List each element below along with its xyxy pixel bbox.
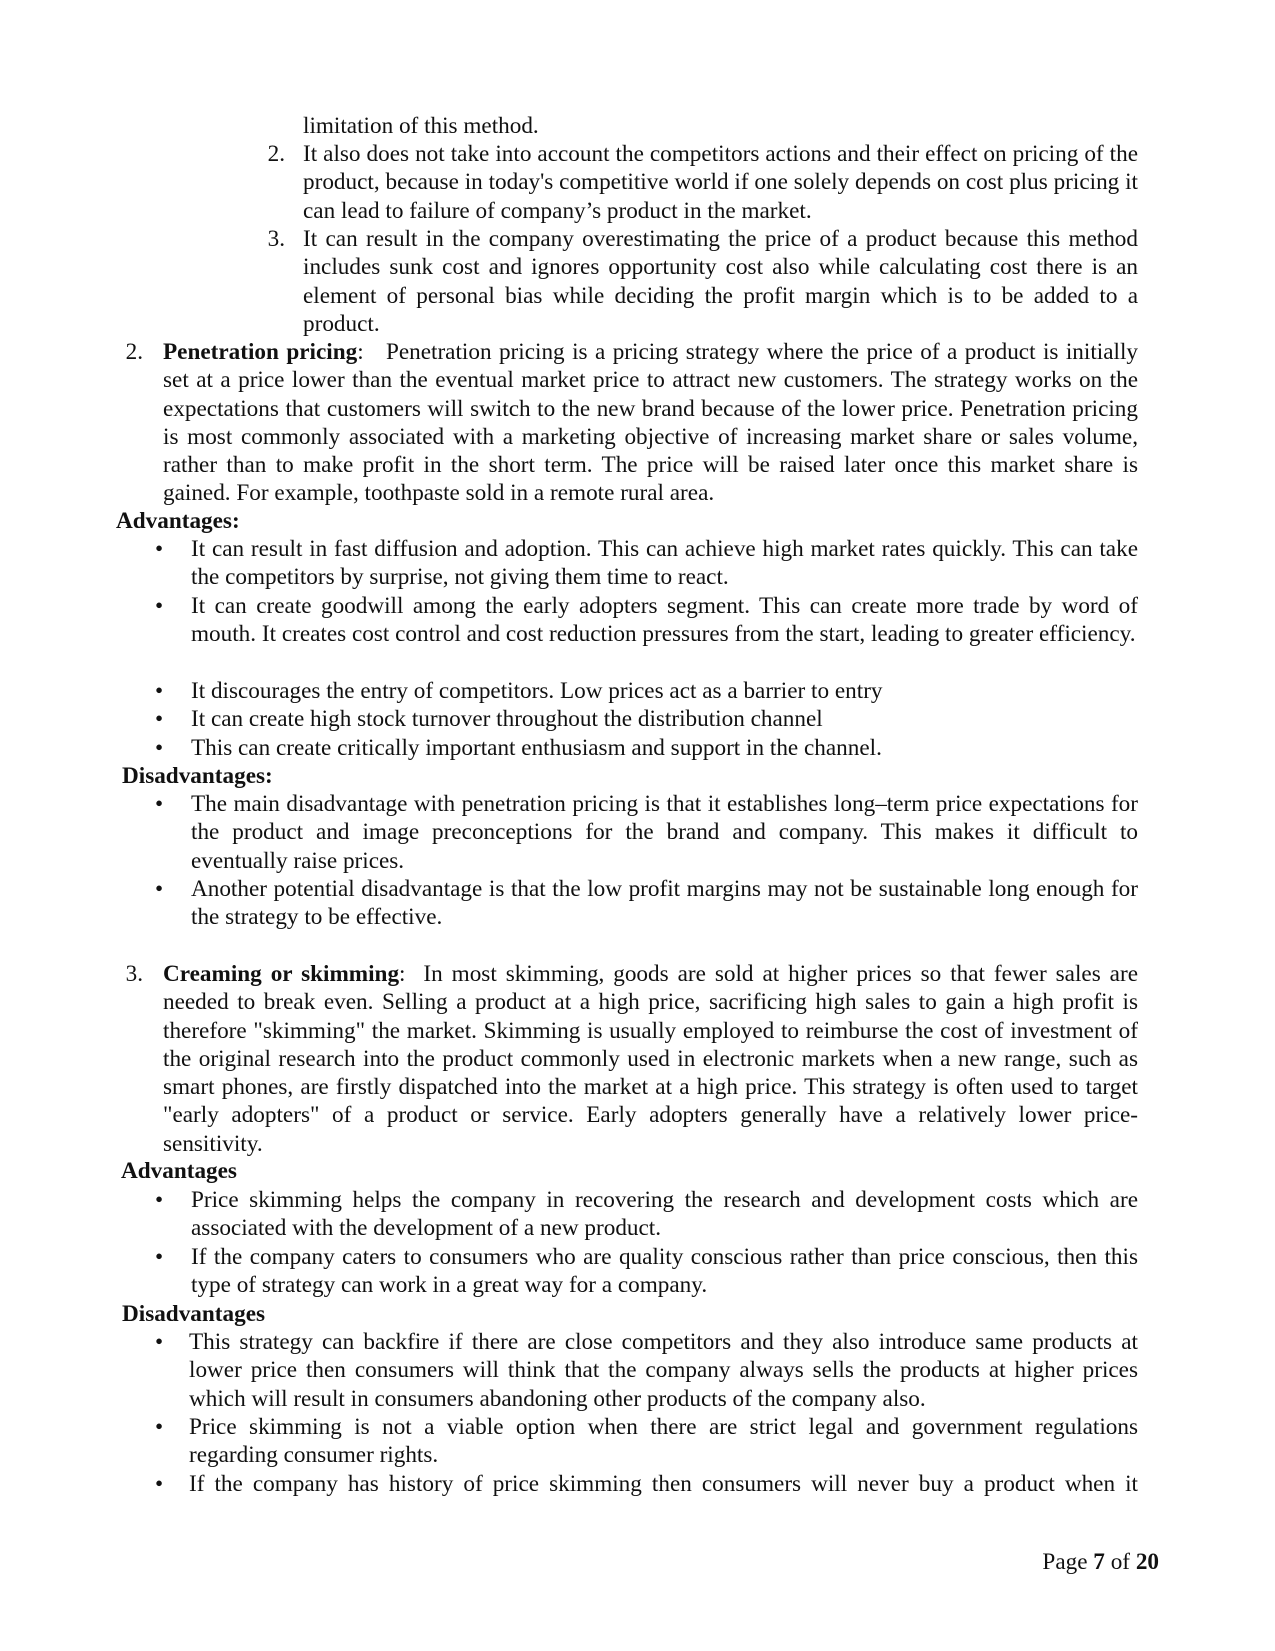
advantage-item: It can result in fast diffusion and adoption. This can achieve high market rates quickly. This can take the competitors by surprise, not giving them time to react. (191, 536, 1138, 591)
page-label: Page (1042, 1549, 1088, 1575)
sub-list-text: It also does not take into account the competitors actions and their effect on pricing of the product, because in today's competitive world if one solely depends on cost plus pricing it can lead to failure of company’s product in the market. (303, 141, 1138, 224)
advantage-item: If the company caters to consumers who are quality conscious rather than price conscious, then this type of strategy can work in a great way for a company. (191, 1244, 1138, 1299)
sub-list-number: 3. (267, 226, 285, 252)
sub-list-continuation: limitation of this method. (303, 113, 539, 139)
disadvantages-heading: Disadvantages: (122, 763, 273, 789)
sub-list-text: It can result in the company overestimating the price of a product because this method includes sunk cost and ignores opportunity cost also while calculating cost there is an element of personal bias while deciding the profit margin which is to be added to a product. (303, 226, 1138, 337)
list-number: 2. (125, 339, 143, 365)
advantages-heading: Advantages (121, 1158, 237, 1184)
advantage-item: This can create critically important enthusiasm and support in the channel. (191, 735, 882, 761)
term-penetration-pricing: Penetration pricing (163, 339, 358, 365)
skimming-paragraph (163, 960, 1138, 1158)
advantage-item: It can create goodwill among the early adopters segment. This can create more trade by word of mouth. It creates cost control and cost reduction pressures from the start, leading to greater efficiency. (191, 593, 1138, 648)
penetration-description: Penetration pricing is a pricing strategy where the price of a product is initially set at a price lower than the eventual market price to attract new customers. The strategy works on the expectations that customers will switch to the new brand because of the lower price. Penetration pricing is most commonly associated with a marketing objective of increasing market share or sales volume, rather than to make profit in the short term. The price will be raised later once this market share is gained. For example, toothpaste sold in a remote rural area. (163, 339, 1138, 507)
page-number-footer (1042, 1548, 1159, 1576)
bullet-icon: • (154, 1329, 164, 1355)
disadvantage-item: If the company has history of price skimming then consumers will never buy a product when it (189, 1471, 1138, 1497)
bullet-icon: • (154, 1414, 164, 1440)
disadvantage-item: The main disadvantage with penetration pricing is that it establishes long–term price expectations for the product and image preconceptions for the brand and company. This makes it difficult to eventually raise prices. (191, 791, 1138, 874)
disadvantages-heading: Disadvantages (122, 1301, 266, 1327)
disadvantage-item: This strategy can backfire if there are close competitors and they also introduce same products at lower price then consumers will think that the company always sells the products at higher prices which will result in consumers abandoning other products of the company also. (189, 1329, 1138, 1412)
total-pages: 20 (1135, 1549, 1159, 1575)
bullet-icon: • (154, 706, 164, 732)
bullet-icon: • (154, 735, 164, 761)
term-separator: : (357, 339, 364, 365)
bullet-icon: • (154, 876, 164, 902)
sub-list-number: 2. (267, 141, 285, 167)
bullet-icon: • (154, 536, 164, 562)
bullet-icon: • (154, 593, 164, 619)
bullet-icon: • (154, 791, 164, 817)
bullet-icon: • (154, 1471, 164, 1497)
term-creaming-or-skimming: Creaming or skimming (163, 961, 400, 987)
term-separator: : (399, 961, 406, 987)
advantages-heading: Advantages: (116, 508, 240, 534)
bullet-icon: • (154, 678, 164, 704)
of-label: of (1110, 1549, 1131, 1575)
list-number: 3. (125, 961, 143, 987)
bullet-icon: • (154, 1244, 164, 1270)
advantage-item: It discourages the entry of competitors. Low prices act as a barrier to entry (191, 678, 883, 704)
disadvantage-item: Another potential disadvantage is that the low profit margins may not be sustainable long enough for the strategy to be effective. (191, 876, 1138, 931)
disadvantage-item: Price skimming is not a viable option when there are strict legal and government regulations regarding consumer rights. (189, 1414, 1138, 1469)
bullet-icon: • (154, 1187, 164, 1213)
advantage-item: Price skimming helps the company in recovering the research and development costs which are associated with the development of a new product. (191, 1187, 1138, 1242)
skimming-description: In most skimming, goods are sold at higher prices so that fewer sales are needed to break even. Selling a product at a high price, sacrificing high sales to gain a high profit is therefore "skimming" the market. Skimming is usually employed to reimburse the cost of investment of the original research into the product commonly used in electronic markets when a new range, such as smart phones, are firstly dispatched into the market at a high price. This strategy is often used to target "early adopters" of a product or service. Early adopters generally have a relatively lower price-sensitivity. (163, 961, 1138, 1157)
current-page-number: 7 (1093, 1549, 1105, 1575)
advantage-item: It can create high stock turnover throughout the distribution channel (191, 706, 823, 732)
penetration-paragraph (163, 338, 1138, 508)
